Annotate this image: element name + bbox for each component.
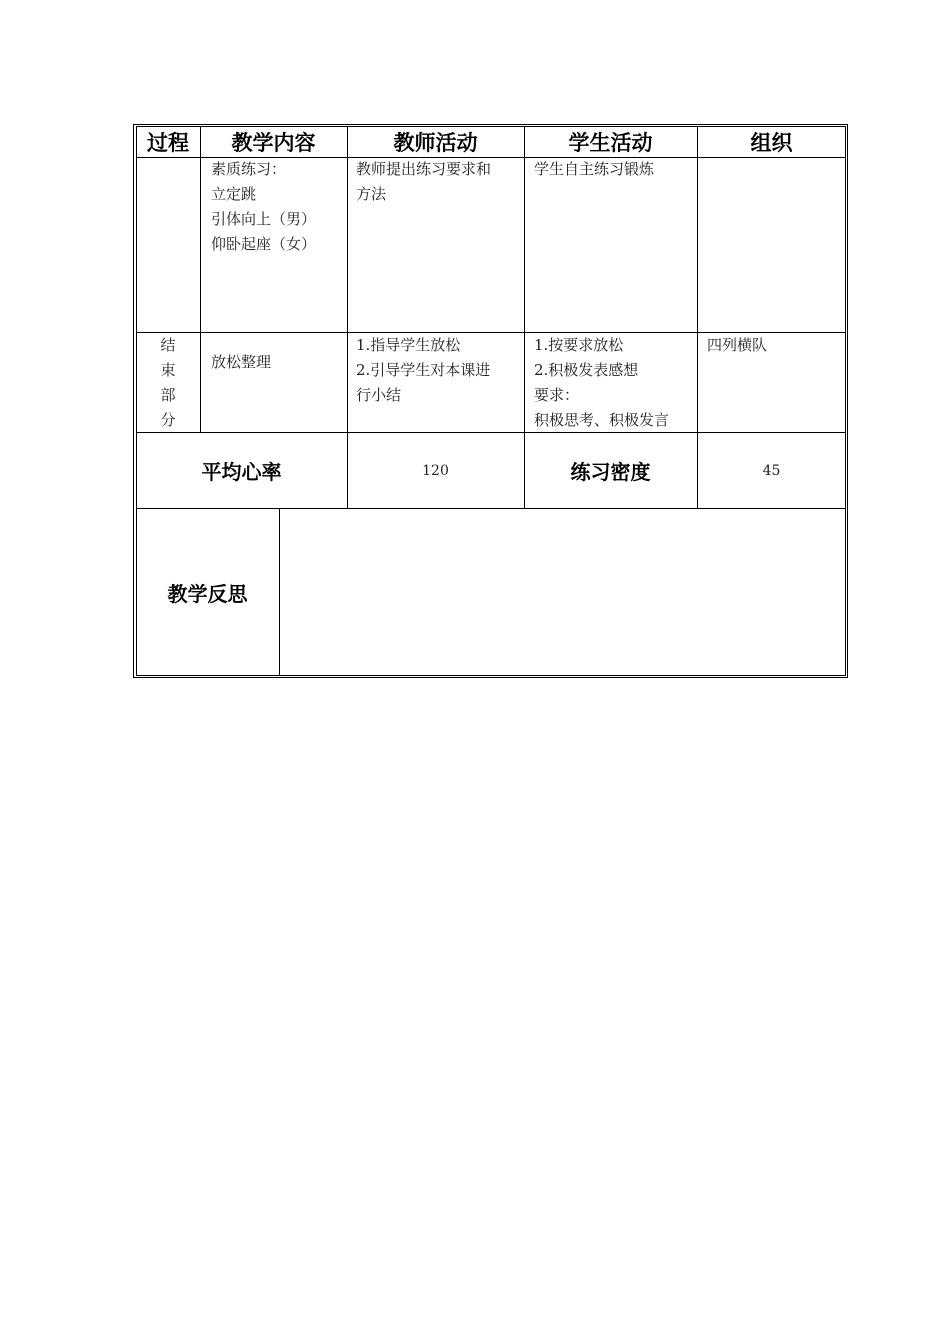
heart-rate-label: 平均心率 [201, 460, 282, 484]
reflection-label: 教学反思 [167, 582, 248, 606]
row2-content: 放松整理 [211, 353, 272, 371]
row1-teacher [356, 157, 491, 207]
heart-rate-value: 120 [422, 462, 449, 479]
row2-student-line: 积极思考、积极发言 [534, 411, 670, 429]
row2-process-char: 束 [160, 361, 176, 379]
row2-process-char: 部 [160, 386, 176, 404]
row2-teacher [356, 333, 490, 408]
row1-content-line: 仰卧起座（女） [211, 235, 317, 253]
density-value: 45 [762, 462, 781, 479]
header-content: 教学内容 [231, 130, 316, 155]
col-divider-1 [200, 126, 201, 432]
row1-teacher-line: 教师提出练习要求和 [356, 160, 492, 178]
row2-student [534, 333, 669, 433]
row1-student-line: 学生自主练习锻炼 [534, 160, 655, 178]
row1-content-line: 立定跳 [211, 185, 257, 203]
header-process: 过程 [147, 130, 189, 155]
row1-content-line: 引体向上（男） [211, 210, 317, 228]
row2-student-line: 1.按要求放松 [534, 336, 624, 354]
row1-content-line: 素质练习： [211, 160, 287, 178]
row2-student-line: 2.积极发表感想 [534, 361, 639, 379]
reflection-divider [279, 508, 280, 676]
row2-process-char: 结 [160, 336, 176, 354]
row2-student-line: 要求： [534, 386, 580, 404]
row2-teacher-line: 行小结 [356, 386, 402, 404]
row2-process-char: 分 [160, 411, 176, 429]
row1-content [211, 157, 316, 257]
row2-organization: 四列横队 [707, 336, 768, 354]
header-student-activity: 学生活动 [568, 130, 653, 155]
density-label: 练习密度 [570, 460, 651, 484]
row2-teacher-line: 1.指导学生放松 [356, 336, 461, 354]
header-organization: 组织 [750, 130, 793, 155]
row1-teacher-line: 方法 [356, 185, 387, 203]
row2-teacher-line: 2.引导学生对本课进 [356, 361, 491, 379]
header-teacher-activity: 教师活动 [393, 130, 478, 155]
row2-process [136, 333, 200, 433]
row1-student [534, 157, 654, 182]
